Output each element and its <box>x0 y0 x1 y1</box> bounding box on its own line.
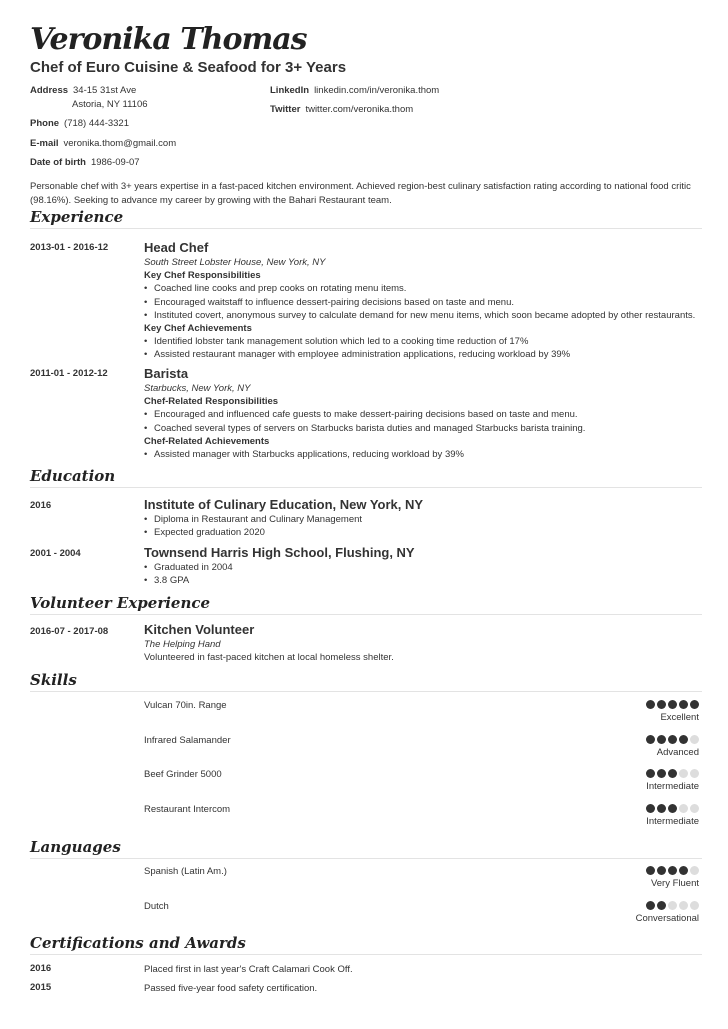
company: Starbucks, New York, NY <box>144 383 251 394</box>
rating-dot-icon <box>646 769 655 778</box>
rating-dot-icon <box>690 804 699 813</box>
bullet-item: • 3.8 GPA <box>144 574 704 587</box>
education-entry <box>144 545 704 587</box>
bullet-item: • Encouraged and influenced cafe guests to make dessert-pairing decisions based on taste and menu. <box>144 408 704 421</box>
rating-dots <box>646 700 699 709</box>
section-education: Education <box>30 467 702 488</box>
summary: Personable chef with 3+ years expertise in a fast-paced kitchen environment. Achieved region-best culinary satisfaction rating according to national food critic (98.16%). Seeking to advance my career by growing with the Bahari Restaurant team. <box>30 181 691 206</box>
job-title: Head Chef <box>144 240 209 255</box>
address: Address 34-15 31st Ave <box>30 85 137 96</box>
twitter: Twitter twitter.com/veronika.thom <box>270 104 414 115</box>
rating-dot-icon <box>668 901 677 910</box>
bullet-item: • Coached several types of servers on Starbucks barista duties and managed Starbucks barista training. <box>144 422 704 435</box>
rating-dot-icon <box>657 804 666 813</box>
group-heading: Key Chef Responsibilities <box>144 270 261 282</box>
experience-dates: 2013-01 - 2016-12 <box>30 242 109 253</box>
education-dates: 2016 <box>30 500 52 511</box>
rating-dot-icon <box>690 735 699 744</box>
bullet-item: • Diploma in Restaurant and Culinary Management <box>144 513 704 526</box>
rating-dot-icon <box>668 804 677 813</box>
rating-dots <box>636 901 699 910</box>
bullet-item: • Graduated in 2004 <box>144 561 704 574</box>
experience-dates: 2011-01 - 2012-12 <box>30 368 108 379</box>
section-languages: Languages <box>30 838 702 859</box>
languages-rating <box>646 866 699 889</box>
address-line2: Astoria, NY 11106 <box>72 99 148 110</box>
rating-dot-icon <box>679 769 688 778</box>
rating-dots <box>646 866 699 875</box>
section-certifications: Certifications and Awards <box>30 934 702 955</box>
rating-dot-icon <box>657 735 666 744</box>
rating-dot-icon <box>690 769 699 778</box>
section-volunteer: Volunteer Experience <box>30 594 702 615</box>
languages-level: Very Fluent <box>650 878 699 889</box>
experience-entry <box>144 366 704 461</box>
bullet-item: • Encouraged waitstaff to influence dessert-pairing decisions based on taste and menu. <box>144 296 704 309</box>
company: South Street Lobster House, New York, NY <box>144 257 326 268</box>
section-skills: Skills <box>30 671 702 692</box>
skills-level: Advanced <box>656 747 699 758</box>
group-heading: Chef-Related Achievements <box>144 435 270 447</box>
skills-name: Beef Grinder 5000 <box>144 769 222 780</box>
date-of-birth: Date of birth 1986-09-07 <box>30 157 140 168</box>
languages-name: Spanish (Latin Am.) <box>144 866 227 877</box>
rating-dot-icon <box>679 804 688 813</box>
linkedin: LinkedIn linkedin.com/in/veronika.thom <box>270 85 440 96</box>
skills-level: Intermediate <box>646 781 699 792</box>
rating-dot-icon <box>679 735 688 744</box>
skills-name: Vulcan 70in. Range <box>144 700 227 711</box>
rating-dot-icon <box>690 866 699 875</box>
skills-name: Restaurant Intercom <box>144 804 231 815</box>
rating-dots <box>646 804 699 813</box>
rating-dot-icon <box>646 804 655 813</box>
group-heading: Key Chef Achievements <box>144 323 252 335</box>
bullet-item: • Identified lobster tank management solution which led to a cooking time reduction of 17% <box>144 335 704 348</box>
certification-year: 2015 <box>30 982 52 993</box>
rating-dot-icon <box>657 866 666 875</box>
rating-dot-icon <box>646 866 655 875</box>
rating-dot-icon <box>646 735 655 744</box>
rating-dot-icon <box>668 700 677 709</box>
certification-text: Passed five-year food safety certification. <box>144 983 318 994</box>
school-name: Institute of Culinary Education, New York, NY <box>144 497 424 512</box>
bullet-item: • Expected graduation 2020 <box>144 526 704 539</box>
bullet-item: • Assisted manager with Starbucks applications, reducing workload by 39% <box>144 448 704 461</box>
certification-year: 2016 <box>30 963 52 974</box>
rating-dot-icon <box>646 700 655 709</box>
languages-name: Dutch <box>144 901 169 912</box>
rating-dot-icon <box>657 769 666 778</box>
volunteer-entry: Kitchen Volunteer The Helping Hand Volunteered in fast-paced kitchen at local homeless shelter. <box>144 622 394 664</box>
rating-dot-icon <box>657 700 666 709</box>
school-name: Townsend Harris High School, Flushing, NY <box>144 545 415 560</box>
languages-rating <box>636 901 699 924</box>
rating-dot-icon <box>657 901 666 910</box>
skills-rating <box>646 804 699 827</box>
rating-dot-icon <box>668 735 677 744</box>
rating-dot-icon <box>668 769 677 778</box>
phone: Phone (718) 444-3321 <box>30 118 129 129</box>
certification-text: Placed first in last year's Craft Calamari Cook Off. <box>144 964 353 975</box>
skills-rating <box>646 700 699 723</box>
bullet-item: • Assisted restaurant manager with employee administration applications, reducing workload by 39% <box>144 348 704 361</box>
skills-level: Excellent <box>660 712 699 723</box>
volunteer-dates: 2016-07 - 2017-08 <box>30 626 109 637</box>
education-entry <box>144 497 704 539</box>
rating-dot-icon <box>679 901 688 910</box>
rating-dot-icon <box>690 700 699 709</box>
candidate-title: Chef of Euro Cuisine & Seafood for 3+ Years <box>30 59 347 76</box>
skills-rating <box>646 769 699 792</box>
candidate-name: Veronika Thomas <box>30 22 307 57</box>
rating-dot-icon <box>668 866 677 875</box>
job-title: Barista <box>144 366 189 381</box>
rating-dots <box>646 735 699 744</box>
skills-level: Intermediate <box>646 816 699 827</box>
email: E-mail veronika.thom@gmail.com <box>30 138 177 149</box>
skills-rating <box>646 735 699 758</box>
rating-dot-icon <box>679 700 688 709</box>
rating-dot-icon <box>646 901 655 910</box>
skills-name: Infrared Salamander <box>144 735 231 746</box>
bullet-item: • Instituted covert, anonymous survey to calculate demand for new menu items, which soon became adopted by other restaurants. <box>144 309 704 322</box>
rating-dots <box>646 769 699 778</box>
experience-entry <box>144 240 704 362</box>
rating-dot-icon <box>679 866 688 875</box>
group-heading: Chef-Related Responsibilities <box>144 396 279 408</box>
rating-dot-icon <box>690 901 699 910</box>
bullet-item: • Coached line cooks and prep cooks on rotating menu items. <box>144 282 704 295</box>
education-dates: 2001 - 2004 <box>30 548 81 559</box>
section-experience: Experience <box>30 208 702 229</box>
languages-level: Conversational <box>635 913 699 924</box>
